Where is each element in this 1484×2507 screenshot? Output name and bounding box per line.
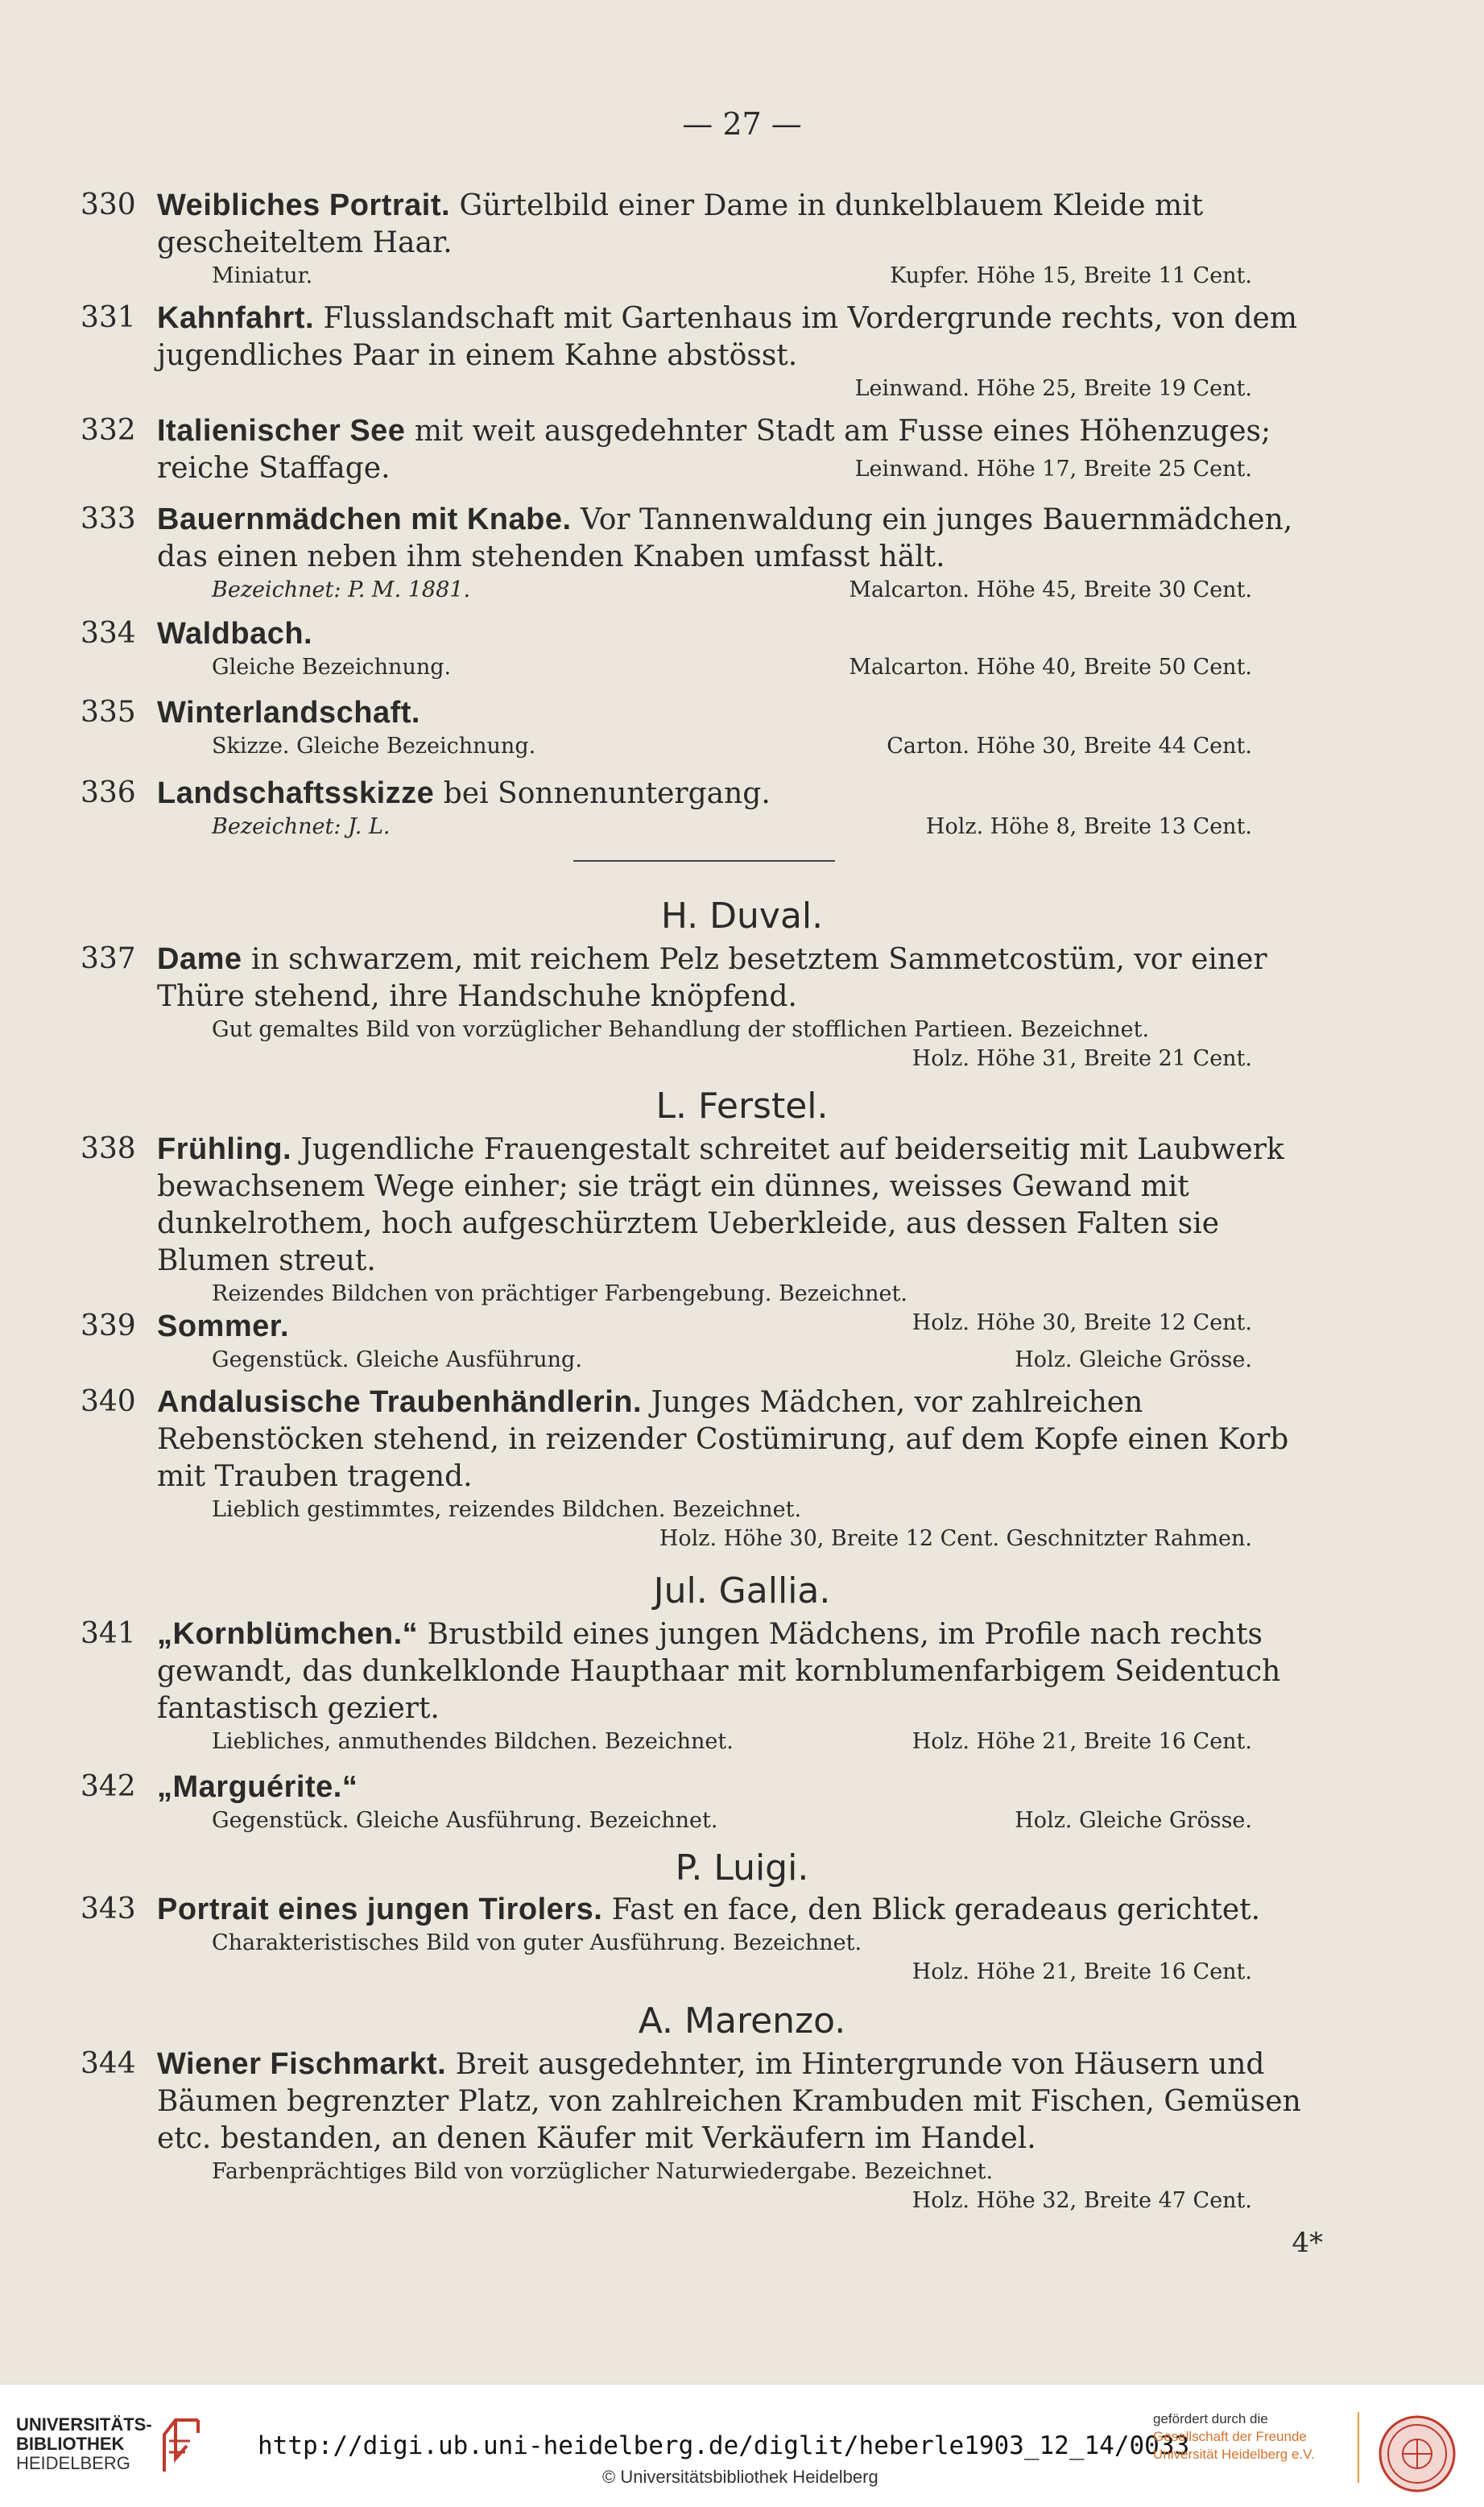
entry-meta-right: Leinwand. Höhe 17, Breite 25 Cent. [854, 457, 1252, 482]
entry-meta-right: Holz. Höhe 31, Breite 21 Cent. [911, 1046, 1252, 1071]
entry-title: „Kornblümchen.“ [157, 1617, 419, 1651]
entry-meta-left: Gegenstück. Gleiche Ausführung. Bezeichnet. [212, 1808, 718, 1833]
entry-title: Frühling. [157, 1132, 292, 1166]
entry-title: Kahnfahrt. [157, 301, 314, 335]
catalog-entry [81, 1131, 1337, 1338]
entry-note: Lieblich gestimmtes, reizendes Bildchen. Bezeichnet. [212, 1497, 802, 1522]
entry-meta-right: Malcarton. Höhe 40, Breite 50 Cent. [849, 655, 1252, 680]
entry-number: 342 [81, 1770, 136, 1803]
entry-meta-left: Skizze. Gleiche Bezeichnung. [212, 734, 536, 759]
catalog-entry [81, 941, 1337, 1074]
footer-bar [0, 2384, 1484, 2507]
entry-number: 334 [81, 617, 136, 650]
catalog-entry [81, 501, 1337, 605]
entry-number: 332 [81, 414, 136, 447]
entry-number: 330 [81, 188, 136, 221]
sponsor-block [1153, 2410, 1315, 2464]
entry-meta-right: Holz. Gleiche Grösse. [1015, 1347, 1252, 1372]
artist-heading: H. Duval. [660, 896, 824, 937]
entry-text: Jugendliche Frauengestalt schreitet auf beiderseitig mit Laubwerk bewachsenem Wege einher; sie trägt ein dünnes, weisses Gewand mit dunkelrothem, hoch aufgeschürztem Ueberkleide, aus dessen Falten sie Blumen streut. [157, 1133, 1284, 1277]
library-logo-text[interactable] [16, 2415, 152, 2473]
entry-number: 341 [81, 1617, 136, 1650]
entry-meta-right: Holz. Höhe 21, Breite 16 Cent. [911, 1729, 1252, 1754]
entry-number: 331 [81, 301, 136, 334]
catalog-entry [81, 1308, 1337, 1375]
entry-note: Reizendes Bildchen von prächtiger Farbengebung. Bezeichnet. [212, 1281, 907, 1306]
entry-title: Portrait eines jungen Tirolers. [157, 1893, 603, 1926]
catalog-entry [81, 615, 1337, 682]
entry-number: 340 [81, 1385, 136, 1418]
entry-text: mit weit ausgedehnter Stadt am Fusse eines Höhenzuges; reiche Staffage. [157, 415, 1271, 485]
entry-meta-right: Carton. Höhe 30, Breite 44 Cent. [887, 734, 1252, 759]
entry-title: Landschaftsskizze [157, 776, 435, 810]
sponsor-org-line1: Gesellschaft der Freunde [1153, 2429, 1307, 2444]
entry-meta-right: Holz. Höhe 32, Breite 47 Cent. [911, 2188, 1252, 2213]
entry-title: „Marguérite.“ [157, 1770, 358, 1804]
entry-text: Flusslandschaft mit Gartenhaus im Vordergrunde rechts, von dem jugendliches Paar in einem Kahne abstösst. [157, 302, 1297, 372]
sponsor-org-line2: Universität Heidelberg e.V. [1153, 2447, 1315, 2462]
sponsor-intro: gefördert durch die [1153, 2411, 1268, 2426]
entry-meta-right: Malcarton. Höhe 45, Breite 30 Cent. [849, 577, 1252, 602]
entry-meta-right: Holz. Höhe 21, Breite 16 Cent. [911, 1959, 1252, 1984]
library-logo-icon[interactable] [158, 2417, 205, 2475]
entry-number: 335 [81, 696, 136, 729]
entry-note: Farbenprächtiges Bild von vorzüglicher Naturwiedergabe. Bezeichnet. [212, 2159, 994, 2184]
catalog-entry [81, 1384, 1337, 1553]
citation-url[interactable]: http://digi.ub.uni-heidelberg.de/diglit/heberle1903_12_14/0033 [258, 2431, 1190, 2460]
entry-number: 333 [81, 503, 136, 536]
entry-meta-right: Holz. Höhe 8, Breite 13 Cent. [925, 814, 1252, 839]
entry-text: Gürtelbild einer Dame in dunkelblauem Kleide mit gescheiteltem Haar. [157, 189, 1204, 259]
entry-meta-left: Bezeichnet: J. L. [212, 814, 391, 839]
university-seal-icon[interactable] [1377, 2414, 1457, 2494]
entry-number: 337 [81, 942, 136, 975]
entry-number: 336 [81, 776, 136, 809]
entry-number: 343 [81, 1893, 136, 1926]
entry-text: Brustbild eines jungen Mädchens, im Profile nach rechts gewandt, das dunkelklonde Haupthaar mit kornblumenfarbigem Seidentuch fantastisch geziert. [157, 1618, 1281, 1725]
entry-text: Junges Mädchen, vor zahlreichen Rebenstöcken stehend, in reizender Costümirung, auf dem Kopfe einen Korb mit Trauben tragend. [157, 1386, 1289, 1493]
entry-meta-right: Holz. Höhe 30, Breite 12 Cent. Geschnitzter Rahmen. [659, 1526, 1252, 1551]
catalog-entry [81, 1891, 1337, 1987]
entry-title: Sommer. [157, 1309, 290, 1343]
entry-title: Wiener Fischmarkt. [157, 2047, 447, 2081]
entry-title: Dame [157, 942, 242, 976]
sponsor-divider [1358, 2412, 1359, 2483]
section-divider [573, 860, 835, 862]
entry-meta-left: Gleiche Bezeichnung. [212, 655, 452, 680]
entry-number: 344 [81, 2047, 136, 2080]
catalog-entry [81, 775, 1337, 842]
artist-heading: P. Luigi. [675, 1847, 809, 1889]
entry-note: Charakteristisches Bild von guter Ausführung. Bezeichnet. [212, 1930, 862, 1955]
entry-text: Vor Tannenwaldung ein junges Bauernmädchen, das einen neben ihm stehenden Knaben umfasst hält. [157, 503, 1293, 573]
entry-text: Fast en face, den Blick geradeaus gerichtet. [602, 1893, 1261, 1926]
entry-title: Winterlandschaft. [157, 696, 420, 730]
entry-meta-left: Miniatur. [212, 263, 313, 288]
entry-meta-left: Gegenstück. Gleiche Ausführung. [212, 1347, 582, 1372]
page-number: — 27 — [682, 106, 802, 142]
signature-mark: 4* [1292, 2227, 1323, 2259]
entry-text: in schwarzem, mit reichem Pelz besetztem Sammetcostüm, vor einer Thüre stehend, ihre Handschuhe knöpfend. [157, 943, 1267, 1013]
entry-meta-left: Liebliches, anmuthendes Bildchen. Bezeichnet. [212, 1729, 734, 1754]
entry-title: Waldbach. [157, 617, 313, 651]
entry-number: 338 [81, 1132, 136, 1165]
catalog-entry [81, 1615, 1337, 1756]
artist-heading: Jul. Gallia. [653, 1570, 831, 1611]
library-name-line1: UNIVERSITÄTS- [16, 2414, 152, 2435]
entry-note: Gut gemaltes Bild von vorzüglicher Behandlung der stofflichen Partieen. Bezeichnet. [212, 1017, 1150, 1042]
catalog-entry [81, 300, 1337, 403]
library-name-line3: HEIDELBERG [16, 2453, 130, 2473]
entry-meta-left: Bezeichnet: P. M. 1881. [212, 577, 471, 602]
entry-meta-right: Kupfer. Höhe 15, Breite 11 Cent. [890, 263, 1252, 288]
entry-meta-right: Leinwand. Höhe 25, Breite 19 Cent. [854, 376, 1252, 401]
copyright-notice: © Universitätsbibliothek Heidelberg [602, 2467, 878, 2487]
entry-title: Weibliches Portrait. [157, 188, 451, 222]
entry-title: Bauernmädchen mit Knabe. [157, 503, 572, 536]
catalog-entry [81, 1769, 1337, 1835]
entry-title: Andalusische Traubenhändlerin. [157, 1385, 643, 1419]
catalog-entry [81, 412, 1337, 484]
artist-heading: L. Ferstel. [655, 1086, 829, 1127]
entry-meta-right: Holz. Gleiche Grösse. [1015, 1808, 1252, 1833]
entry-text: bei Sonnenuntergang. [434, 777, 771, 810]
catalog-entry [81, 187, 1337, 291]
entry-title: Italienischer See [157, 414, 406, 448]
library-name-line2: BIBLIOTHEK [16, 2434, 125, 2454]
artist-heading: A. Marenzo. [638, 2000, 846, 2042]
entry-meta-right: Holz. Höhe 30, Breite 12 Cent. [911, 1310, 1252, 1335]
catalog-entry [81, 2046, 1337, 2215]
entry-text: Breit ausgedehnter, im Hintergrunde von Häusern und Bäumen begrenzter Platz, von zahlreichen Krambuden mit Fischen, Gemüsen etc. bestanden, an denen Käufer mit Verkäufern im Handel. [157, 2048, 1301, 2155]
catalog-entry [81, 694, 1337, 761]
entry-number: 339 [81, 1309, 136, 1342]
